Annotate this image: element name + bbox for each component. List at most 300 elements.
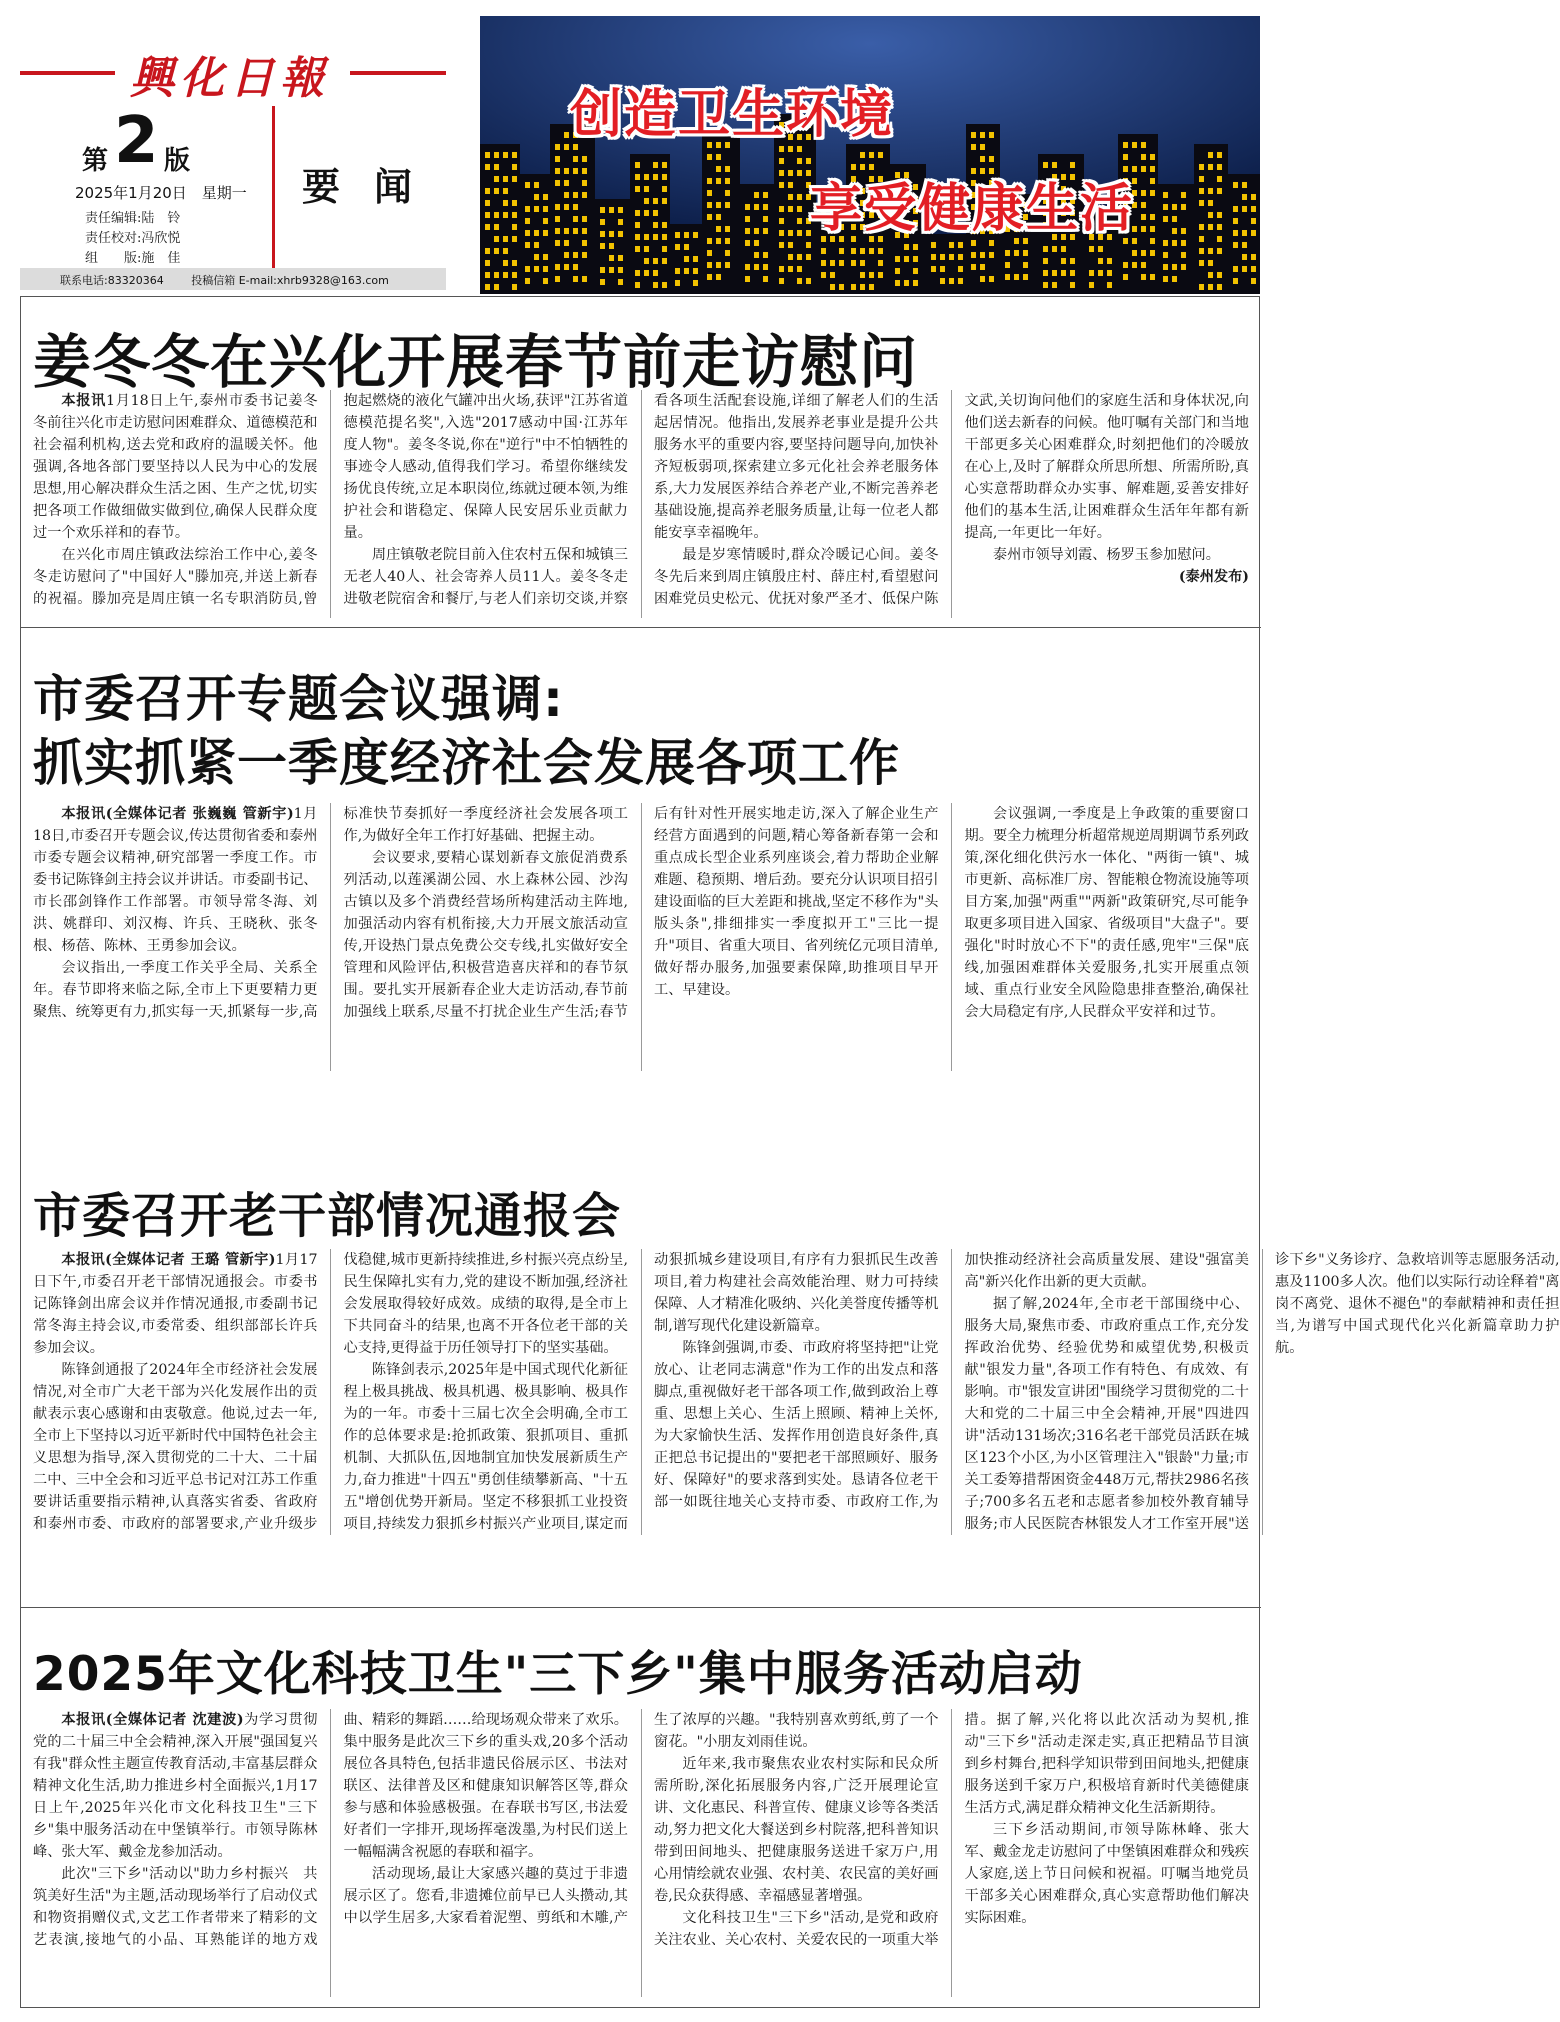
building-window	[582, 240, 587, 246]
building-window	[1163, 240, 1168, 246]
building-window	[1061, 258, 1066, 264]
building-window	[779, 230, 784, 236]
building-window	[1163, 252, 1168, 258]
building-window	[485, 248, 490, 254]
building-window	[573, 228, 578, 234]
building-window	[653, 174, 658, 180]
building-window	[806, 158, 811, 164]
building-window	[1150, 274, 1155, 280]
building-window	[788, 194, 793, 200]
building-window	[503, 176, 508, 182]
building-window	[1217, 152, 1222, 158]
building-window	[1141, 202, 1146, 208]
building-window	[573, 276, 578, 282]
article-paragraph: 文化科技卫生"三下乡"活动,是党和政府关注农业、关心农村、关爱农民的一项重大举措。据了解,兴化将以此次活动为契机,推动"三下乡"活动走深走实,真正把精品节目演到乡村舞台,把科学知识带到田间地头,把健康服务送到千家万户,积极培育新时代美德健康生活方式,满足群众精神文化生活新期待。	[654, 1712, 1249, 1948]
building-window	[754, 192, 759, 198]
building-window	[1163, 264, 1168, 270]
building-window	[1233, 182, 1238, 188]
building-window	[1251, 266, 1256, 272]
building-window	[573, 216, 578, 222]
building-window	[684, 244, 689, 250]
building-window	[788, 242, 793, 248]
building-window	[1208, 200, 1213, 206]
building-window	[1163, 216, 1168, 222]
banner-slogan-1: 创造卫生环境	[570, 85, 895, 145]
building-window	[503, 272, 508, 278]
building-window	[662, 162, 667, 168]
building-window	[1141, 142, 1146, 148]
article-paragraph: 会议指出,一季度工作关乎全局、关系全年。春节即将来临之际,全市上下更要精力更聚焦、统筹更有力,抓实每一天,抓紧每一步,高标准快节奏抓好一季度经济社会发展各项工作,为做好全年工作打好基础、把握主动。	[33, 806, 628, 1020]
building-window	[693, 232, 698, 238]
city-skyline-illustration	[480, 16, 1260, 294]
building-window	[555, 144, 560, 150]
building-window	[989, 132, 994, 138]
building-window	[494, 284, 499, 290]
building-window	[600, 219, 605, 225]
building-window	[525, 218, 530, 224]
building-window	[1163, 276, 1168, 282]
building-window	[1208, 224, 1213, 230]
building-window	[1181, 228, 1186, 234]
building-window	[573, 252, 578, 258]
building-window	[716, 226, 721, 232]
article-paragraph: 为学习贯彻党的二十届三中全会精神,深入开展"强国复兴有我"群众性主题宣传教育活动,丰富基层群众精神文化生活,助力推进乡村全面振兴,1月17日上午,2025年兴化市文化科技卫生"三下乡"集中服务活动在中堡镇举行。市领导陈林峰、张大军、戴金龙参加活动。	[33, 1712, 318, 1860]
building-window	[707, 178, 712, 184]
building-window	[1089, 282, 1094, 288]
building-window	[830, 284, 835, 290]
building-window	[494, 164, 499, 170]
building-window	[555, 180, 560, 186]
building-window	[644, 246, 649, 252]
building-window	[913, 280, 918, 286]
building-window	[980, 144, 985, 150]
building-window	[564, 168, 569, 174]
article-paragraph: 会议强调,一季度是上争政策的重要窗口期。要全力梳理分析超常规逆周期调节系列政策,深化细化供污水一体化、"两街一镇"、城市更新、高标准厂房、智能粮仓物流设施等项目方案,加强"两重""两新"政策研究,尽可能争取更多项目进入国家、省级项目"大盘子"。要强化"时时放心不下"的责任感,兜牢"三保"底线,加强困难群体关爱服务,扎实开展重点领域、重点行业安全风险隐患排查整治,确保社会大局稳定有序,人民群众平安祥和过节。	[964, 806, 1249, 1020]
building-window	[716, 166, 721, 172]
building-window	[555, 264, 560, 270]
building-window	[675, 244, 680, 250]
building-window	[971, 144, 976, 150]
building-window	[582, 192, 587, 198]
building-window	[754, 264, 759, 270]
building-window	[788, 230, 793, 236]
building-window	[1089, 270, 1094, 276]
building-window	[618, 219, 623, 225]
building-window	[1052, 282, 1057, 288]
building-window	[1005, 262, 1010, 268]
building-window	[779, 242, 784, 248]
building-window	[1251, 230, 1256, 236]
building-window	[980, 252, 985, 258]
building-window	[1199, 188, 1204, 194]
building-window	[779, 182, 784, 188]
building-window	[763, 264, 768, 270]
building-window	[525, 182, 530, 188]
building-window	[675, 268, 680, 274]
article-headline	[33, 667, 900, 795]
building-window	[940, 254, 945, 260]
building-window	[895, 280, 900, 286]
article-paragraph: 据了解,2024年,全市老干部围绕中心、服务大局,聚焦市委、市政府重点工作,充分发挥政治优势、经验优势和威望优势,积极贡献"银发力量",各项工作有特色、有成效、有影响。市"银发宣讲团"围绕学习贯彻党的二十大和党的二十届三中全会精神,开展"四进四讲"活动131场次;316名老干部党员活跃在城区123个小区,为小区管理注入"银龄"力量;市关工委筹措帮困资金448万元,帮扶2986名孩子;700多名五老和志愿者参加校外教育辅导服务;市人民医院杏林银发人才工作室开展"送诊下乡"义务诊疗、急救培训等志愿服务活动,惠及1100多人次。他们以实际行动诠释着"离岗不离党、退休不褪色"的奉献精神和责任担当,为谱写中国式现代化兴化新篇章助力护航。	[964, 1252, 1560, 1532]
building-window	[1150, 226, 1155, 232]
building-window	[980, 156, 985, 162]
building-window	[1233, 230, 1238, 236]
building-window	[1251, 194, 1256, 200]
building-window	[1172, 228, 1177, 234]
building-window	[1181, 252, 1186, 258]
building-window	[1208, 248, 1213, 254]
building-window	[494, 236, 499, 242]
building-window	[797, 206, 802, 212]
article-paragraph: 最是岁寒情暖时,群众冷暖记心间。姜冬冬先后来到周庄镇殷庄村、薛庄村,看望慰问困难党员史松元、优抚对象严圣才、低保户陈文武,关切询问他们的家庭生活和身体状况,向他们送去新春的问候。他叮嘱有关部门和当地干部更多关心困难群众,时刻把他们的冷暖放在心上,及时了解群众所思所想、所需所盼,真心实意帮助群众办实事、解难题,妥善安排好他们的基本生活,让困难群众生活年年都有新提高,一年更比一年好。	[654, 393, 1249, 607]
building-window	[851, 284, 856, 290]
building-window	[1242, 206, 1247, 212]
building-window	[797, 254, 802, 260]
building-window	[904, 256, 909, 262]
building-window	[788, 170, 793, 176]
building-window	[797, 158, 802, 164]
building-window	[1150, 154, 1155, 160]
building-window	[1132, 262, 1137, 268]
building-window	[1199, 236, 1204, 242]
building-window	[494, 152, 499, 158]
building-window	[1098, 246, 1103, 252]
building-window	[609, 231, 614, 237]
building-window	[543, 218, 548, 224]
building-window	[797, 170, 802, 176]
building-window	[512, 176, 517, 182]
building-window	[582, 276, 587, 282]
building-window	[1141, 274, 1146, 280]
building-window	[1150, 238, 1155, 244]
building-window	[618, 279, 623, 285]
building-window	[534, 182, 539, 188]
building-window	[980, 276, 985, 282]
building-window	[494, 272, 499, 278]
building-window	[1141, 154, 1146, 160]
building-window	[543, 194, 548, 200]
building-window	[716, 214, 721, 220]
building-window	[1251, 254, 1256, 260]
building-window	[1107, 258, 1112, 264]
banner-slogan-2: 享受健康生活	[810, 179, 1135, 239]
building-window	[1208, 188, 1213, 194]
article-paragraph: 1月17日下午,市委召开老干部情况通报会。市委书记陈锋剑出席会议并作情况通报,市委副书记常冬海主持会议,市委常委、组织部部长许兵参加会议。	[33, 1252, 318, 1356]
building-window	[763, 204, 768, 210]
building-window	[635, 222, 640, 228]
building-window	[635, 210, 640, 216]
building-window	[1141, 190, 1146, 196]
building-window	[839, 284, 844, 290]
building-window	[644, 198, 649, 204]
building-window	[860, 284, 865, 290]
building-window	[763, 192, 768, 198]
building-window	[821, 260, 826, 266]
building-window	[485, 164, 490, 170]
building-window	[503, 212, 508, 218]
building-window	[600, 243, 605, 249]
building-window	[494, 212, 499, 218]
building-window	[1208, 272, 1213, 278]
building-window	[573, 156, 578, 162]
building-window	[1089, 246, 1094, 252]
building-window	[1242, 182, 1247, 188]
building-window	[725, 262, 730, 268]
building-window	[1023, 262, 1028, 268]
section-name: 要闻	[302, 164, 447, 209]
building-window	[1172, 276, 1177, 282]
building-window	[1107, 270, 1112, 276]
building-window	[1014, 274, 1019, 280]
building-window	[525, 266, 530, 272]
building-window	[1233, 218, 1238, 224]
building-window	[860, 152, 865, 158]
article-paragraph: 近年来,我市聚焦农业农村实际和民众所需所盼,深化拓展服务内容,广泛开展理论宣讲、文化惠民、科普宣传、健康义诊等各类活动,努力把文化大餐送到乡村院落,把科普知识带到田间地头、把健康服务送进千家万户,用心用情绘就农业强、农村美、农民富的美好画卷,民众获得感、幸福感显著增强。	[654, 1756, 939, 1904]
masthead-info	[20, 10, 450, 295]
building-window	[582, 252, 587, 258]
building-window	[707, 154, 712, 160]
building-window	[1023, 250, 1028, 256]
building-window	[1208, 152, 1213, 158]
building-window	[1199, 224, 1204, 230]
building-window	[662, 222, 667, 228]
building-window	[662, 174, 667, 180]
building-window	[1141, 262, 1146, 268]
edition-prefix: 第	[82, 146, 109, 176]
issue-date: 2025年1月20日 星期一	[75, 184, 247, 202]
building-window	[1208, 260, 1213, 266]
article-paragraph: 陈锋剑强调,市委、市政府将坚持把"让党放心、让老同志满意"作为工作的出发点和落脚点,重视做好老干部各项工作,做到政治上尊重、思想上关心、生活上照顾、精神上关怀,为大家愉快生活、发挥作用创造良好条件,真正把总书记提出的"要把老干部照顾好、服务好、保障好"的要求落到实处。恳请各位老干部一如既往地关心支持市委、市政府工作,为加快推动经济社会高质量发展、建设"强富美高"新兴化作出新的更大贡献。	[654, 1252, 1249, 1510]
building-window	[1150, 178, 1155, 184]
building-window	[525, 206, 530, 212]
building-window	[662, 258, 667, 264]
building-window	[564, 180, 569, 186]
building-window	[693, 268, 698, 274]
building-window	[949, 278, 954, 284]
building-window	[485, 152, 490, 158]
building-window	[485, 260, 490, 266]
building-window	[1123, 142, 1128, 148]
building-window	[494, 176, 499, 182]
building-window	[635, 186, 640, 192]
building-window	[653, 282, 658, 288]
article-headline: 2025年文化科技卫生"三下乡"集中服务活动启动	[33, 1647, 1083, 1702]
building-window	[494, 188, 499, 194]
building-window	[788, 182, 793, 188]
building-window	[512, 260, 517, 266]
building-window	[958, 242, 963, 248]
building-window	[745, 264, 750, 270]
building-window	[600, 267, 605, 273]
building-window	[525, 230, 530, 236]
building-window	[745, 276, 750, 282]
building-window	[1217, 236, 1222, 242]
building-window	[555, 228, 560, 234]
building-window	[821, 272, 826, 278]
building-window	[1141, 250, 1146, 256]
building-window	[609, 207, 614, 213]
building-window	[707, 202, 712, 208]
building-window	[869, 152, 874, 158]
building-window	[1052, 246, 1057, 252]
building-window	[830, 260, 835, 266]
building-window	[582, 216, 587, 222]
building-window	[555, 204, 560, 210]
article-body	[33, 1709, 1249, 1997]
building-window	[1217, 212, 1222, 218]
building-window	[725, 226, 730, 232]
building-window	[1061, 270, 1066, 276]
building-window	[797, 194, 802, 200]
building-window	[745, 204, 750, 210]
building-window	[1199, 284, 1204, 290]
building-window	[1242, 194, 1247, 200]
building-window	[1172, 216, 1177, 222]
building-window	[725, 190, 730, 196]
building-window	[644, 234, 649, 240]
building-window	[534, 206, 539, 212]
building-window	[653, 270, 658, 276]
building-window	[512, 236, 517, 242]
building-window	[1217, 164, 1222, 170]
building-window	[949, 254, 954, 260]
building-window	[1217, 224, 1222, 230]
building-window	[564, 192, 569, 198]
building-window	[725, 178, 730, 184]
building-window	[609, 267, 614, 273]
building-window	[525, 242, 530, 248]
building-window	[1043, 270, 1048, 276]
article-meeting	[21, 627, 1261, 1177]
building-window	[573, 264, 578, 270]
staff-editor: 责任编辑:陆 铃	[85, 211, 181, 226]
building-window	[653, 198, 658, 204]
building-window	[830, 272, 835, 278]
building-window	[1181, 240, 1186, 246]
building-window	[609, 243, 614, 249]
building-window	[534, 254, 539, 260]
building-window	[543, 230, 548, 236]
building-window	[1172, 264, 1177, 270]
building-window	[725, 166, 730, 172]
building-window	[635, 282, 640, 288]
article-paragraph: 在兴化市周庄镇政法综治工作中心,姜冬冬走访慰问了"中国好人"滕加亮,并送上新春的祝福。滕加亮是周庄镇一名专职消防员,曾抱起燃烧的液化气罐冲出火场,获评"江苏省道德模范提名奖",入选"2017感动中国·江苏年度人物"。姜冬冬说,你在"逆行"中不怕牺牲的事迹令人感动,值得我们学习。希望你继续发扬优良传统,立足本职岗位,练就过硬本领,为维护社会和谐稳定、保障人民安居乐业贡献力量。	[33, 393, 628, 607]
building-window	[684, 268, 689, 274]
building-window	[1163, 192, 1168, 198]
building-window	[618, 207, 623, 213]
article-visit	[21, 297, 1261, 627]
building-window	[1150, 214, 1155, 220]
building-window	[503, 188, 508, 194]
article-paragraph: 此次"三下乡"活动以"助力乡村振兴 共筑美好生活"为主题,活动现场举行了启动仪式和物资捐赠仪式,文艺工作者带来了精彩的文艺表演,接地气的小品、耳熟能详的地方戏曲、精彩的舞蹈……给现场观众带来了欢乐。集中服务是此次三下乡的重头戏,20多个活动展位各具特色,包括非遗民俗展示区、书法对联区、法律普及区和健康知识解答区等,群众参与感和体验感极强。在春联书写区,书法爱好者们一字排开,现场挥毫泼墨,为村民们送上一幅幅满含祝愿的春联和福字。	[33, 1712, 628, 1948]
building-window	[1217, 188, 1222, 194]
article-lead: 本报讯(全媒体记者 王璐 管新宇)	[61, 1252, 276, 1268]
building-window	[895, 256, 900, 262]
article-paragraph: 会议要求,要精心谋划新春文旅促消费系列活动,以莲溪湖公园、水上森林公园、沙沟古镇以及多个消费经营场所构建活动主阵地,加强活动内容有机衔接,大力开展文旅活动宣传,开设热门景点免费公交专线,扎实做好安全管理和风险评估,积极营造喜庆祥和的春节氛围。要扎实开展新春企业大走访活动,春节前加强线上联系,尽量不打扰企业生产生活;春节后有针对性开展实地走访,深入了解企业生产经营方面遇到的问题,精心筹备新春第一会和重点成长型企业系列座谈会,着力帮助企业解难题、稳预期、增后劲。要充分认识项目招引建设面临的巨大差距和挑战,坚定不移作为"头版头条",排细排实一季度拟开工"三比一提升"项目、省重大项目、省列统亿元项目清单,做好帮办服务,加强要素保障,助推项目早开工、早建设。	[343, 806, 939, 1020]
building-window	[725, 250, 730, 256]
building-window	[716, 178, 721, 184]
building-window	[662, 198, 667, 204]
building-window	[644, 270, 649, 276]
building-window	[1123, 154, 1128, 160]
building-window	[878, 260, 883, 266]
building-window	[1070, 282, 1075, 288]
article-lead: 本报讯(全媒体记者 沈建波)	[61, 1712, 244, 1728]
building-window	[725, 238, 730, 244]
building-window	[662, 282, 667, 288]
paper-name: 興化日報	[130, 53, 330, 104]
building-window	[1107, 282, 1112, 288]
building-window	[1199, 260, 1204, 266]
building-window	[564, 228, 569, 234]
building-window	[662, 246, 667, 252]
building-window	[618, 255, 623, 261]
building-window	[525, 278, 530, 284]
building-window	[779, 206, 784, 212]
building-window	[1181, 204, 1186, 210]
building-window	[534, 230, 539, 236]
building-window	[1098, 270, 1103, 276]
article-paragraph: 1月18日,市委召开专题会议,传达贯彻省委和泰州市委专题会议精神,研究部署一季度工作。市委书记陈锋剑主持会议并讲话。市委副书记、市长邵剑锋作工作部署。市领导常冬海、刘洪、姚群印、刘汉梅、许兵、王晓秋、张冬根、杨蓓、陈林、王勇参加会议。	[33, 806, 318, 954]
contact-phone: 联系电话:83320364	[60, 274, 164, 287]
article-headline: 姜冬冬在兴化开展春节前走访慰问	[33, 328, 919, 396]
building-window	[913, 268, 918, 274]
building-window	[779, 158, 784, 164]
building-window	[745, 228, 750, 234]
building-window	[1181, 264, 1186, 270]
building-window	[725, 202, 730, 208]
building-window	[1163, 204, 1168, 210]
building-window	[989, 156, 994, 162]
building-window	[1217, 248, 1222, 254]
article-headline: 市委召开老干部情况通报会	[33, 1188, 622, 1244]
building-window	[878, 152, 883, 158]
building-window	[958, 254, 963, 260]
building-window	[485, 272, 490, 278]
building-window	[839, 260, 844, 266]
article-veteran-cadres	[21, 1177, 1560, 1607]
building-window	[745, 240, 750, 246]
building-window	[662, 234, 667, 240]
building-window	[904, 244, 909, 250]
building-window	[564, 240, 569, 246]
building-window	[543, 254, 548, 260]
building-window	[1208, 212, 1213, 218]
building-window	[869, 248, 874, 254]
building-window	[1172, 204, 1177, 210]
building-window	[788, 266, 793, 272]
article-paragraph: 陈锋剑通报了2024年全市经济社会发展情况,对全市广大老干部为兴化发展作出的贡献表示衷心感谢和由衷敬意。他说,过去一年,全市上下坚持以习近平新时代中国特色社会主义思想为指导,深入贯彻党的二十大、二十届二中、三中全会和习近平总书记对江苏工作重要讲话重要指示精神,认真落实省委、省政府和泰州市委、市政府的部署要求,产业升级步伐稳健,城市更新持续推进,乡村振兴亮点纷呈,民生保障扎实有力,党的建设不断加强,经济社会发展取得较好成效。成绩的取得,是全市上下共同奋斗的结果,也离不开各位老干部的关心支持,更得益于历任领导打下的坚实基础。	[33, 1252, 628, 1532]
building-window	[693, 256, 698, 262]
building-window	[653, 210, 658, 216]
article-paragraph: 陈锋剑表示,2025年是中国式现代化新征程上极具挑战、极具机遇、极具影响、极具作为的一年。市委十三届七次全会明确,全市工作的总体要求是:抢抓政策、狠抓项目、重抓机制、大抓队伍,因地制宜加快发展新质生产力,奋力推进"十四五"勇创佳绩攀新高、"十五五"增创优势开新局。坚定不移狠抓工业投资项目,持续发力狠抓乡村振兴产业项目,谋定而动狠抓城乡建设项目,有序有力狠抓民生改善项目,着力构建社会高效能治理、财力可持续保障、人才精准化吸纳、兴化美誉度传播等机制,谱写现代化建设新篇章。	[343, 1252, 939, 1532]
building-window	[1005, 274, 1010, 280]
building-window	[1233, 266, 1238, 272]
building-window	[555, 156, 560, 162]
building-window	[763, 252, 768, 258]
building-window	[653, 162, 658, 168]
building-window	[1141, 166, 1146, 172]
building-window	[1181, 192, 1186, 198]
contact-bar	[20, 268, 446, 290]
building-window	[958, 278, 963, 284]
building-window	[564, 132, 569, 138]
building-window	[754, 240, 759, 246]
building-window	[940, 278, 945, 284]
building-window	[644, 174, 649, 180]
building-window	[1217, 176, 1222, 182]
building-window	[512, 164, 517, 170]
